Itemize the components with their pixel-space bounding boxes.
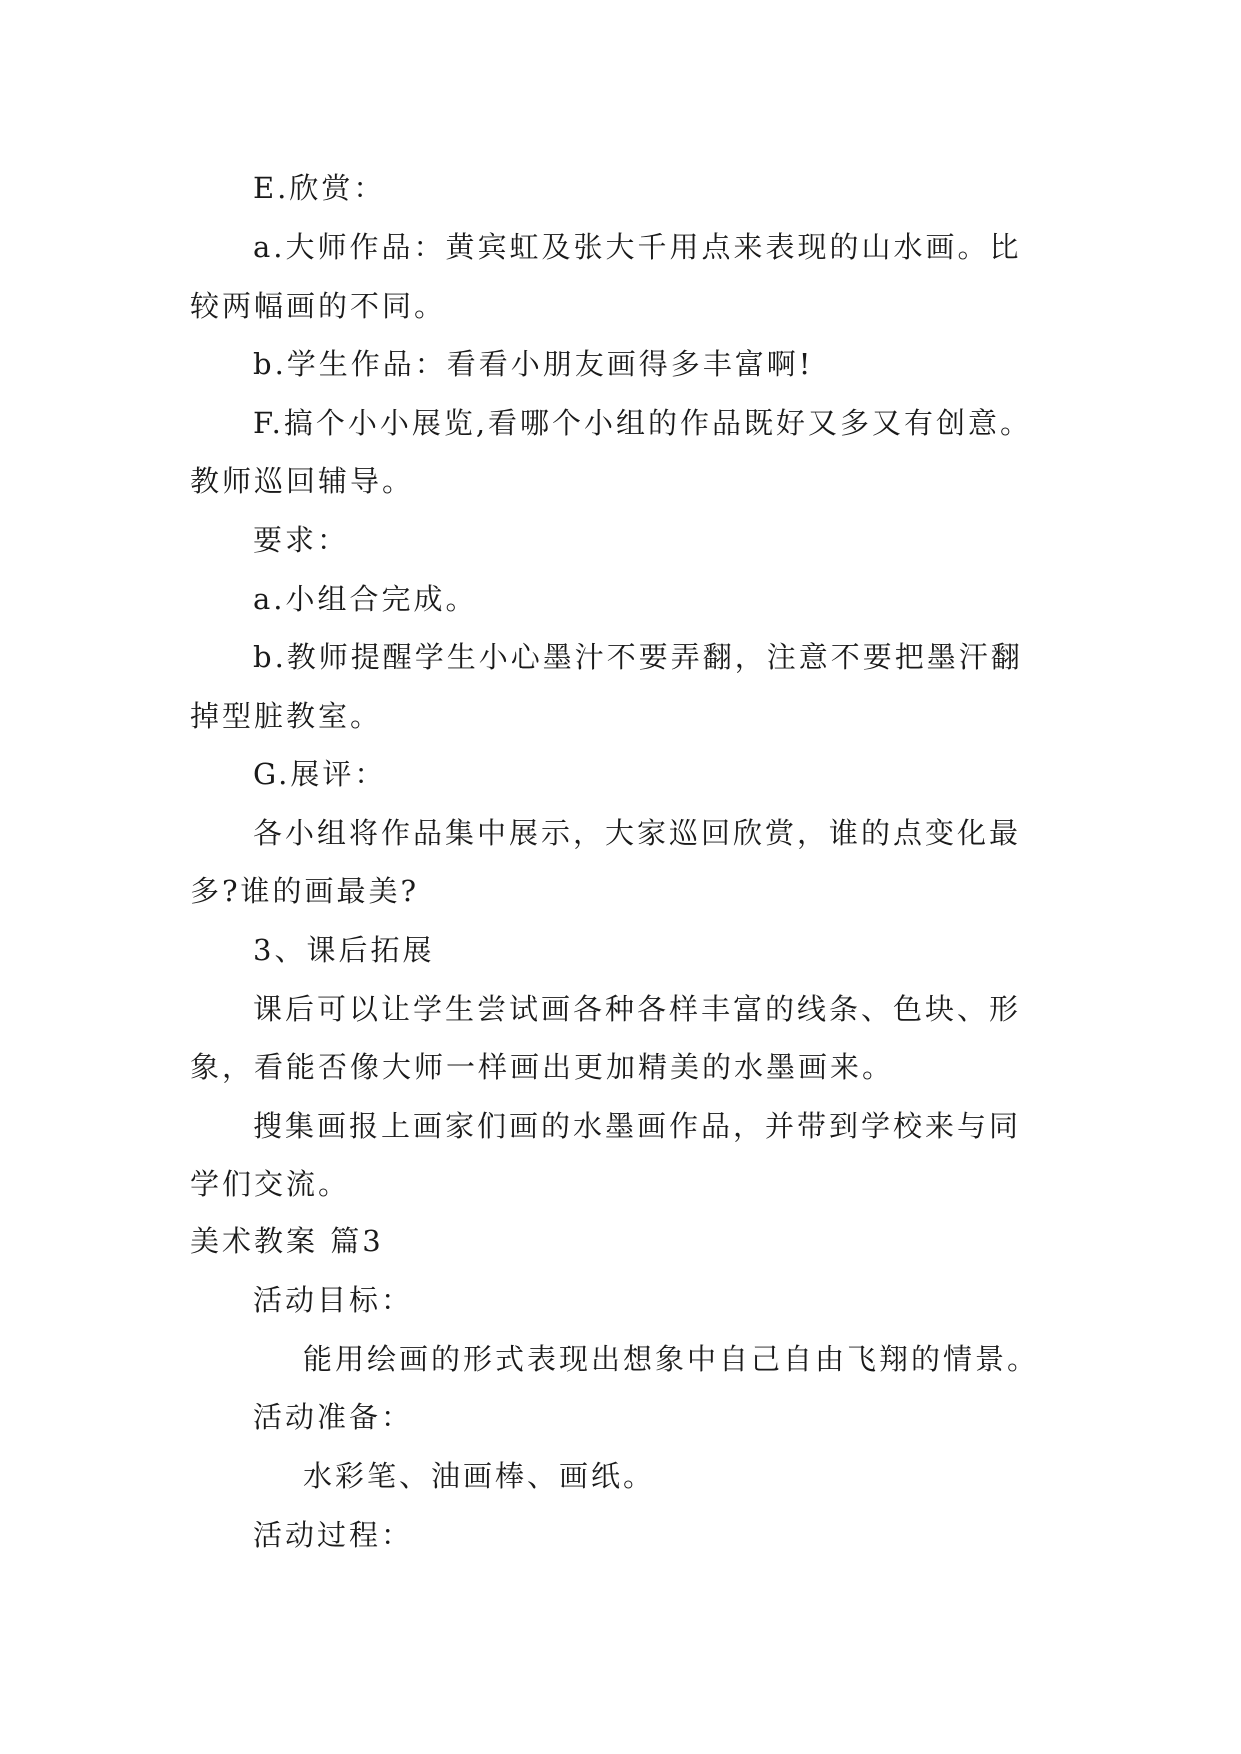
text-line: a.大师作品：黄宾虹及张大千用点来表现的山水画。比 bbox=[253, 230, 1022, 264]
section-heading: 3、课后拓展 bbox=[253, 933, 435, 967]
text-line: E.欣赏： bbox=[253, 171, 386, 205]
section-heading: 活动准备： bbox=[253, 1400, 414, 1434]
text-line: 水彩笔、油画棒、画纸。 bbox=[303, 1459, 656, 1493]
text-line: 搜集画报上画家们画的水墨画作品，并带到学校来与同 bbox=[253, 1109, 1022, 1143]
text-line: b.教师提醒学生小心墨汁不要弄翻，注意不要把墨汗翻 bbox=[253, 640, 1023, 674]
text-line: G.展评： bbox=[253, 757, 387, 791]
section-heading: 活动过程： bbox=[253, 1518, 414, 1552]
text-line: 要求： bbox=[253, 523, 350, 557]
text-line: 课后可以让学生尝试画各种各样丰富的线条、色块、形 bbox=[253, 992, 1022, 1026]
text-line: 掉型脏教室。 bbox=[190, 699, 383, 733]
text-line: 学们交流。 bbox=[190, 1167, 351, 1201]
text-line: a.小组合完成。 bbox=[253, 582, 478, 616]
text-line: 能用绘画的形式表现出想象中自己自由飞翔的情景。 bbox=[303, 1342, 1040, 1376]
text-line: 较两幅画的不同。 bbox=[190, 289, 447, 323]
text-line: 象，看能否像大师一样画出更加精美的水墨画来。 bbox=[190, 1050, 895, 1084]
text-line: 多?谁的画最美? bbox=[190, 874, 420, 908]
text-line: 各小组将作品集中展示，大家巡回欣赏，谁的点变化最 bbox=[253, 816, 1022, 850]
text-line: b.学生作品：看看小朋友画得多丰富啊! bbox=[253, 347, 814, 381]
section-heading: 活动目标： bbox=[253, 1283, 414, 1317]
document-heading: 美术教案 篇3 bbox=[190, 1224, 384, 1258]
text-line: 教师巡回辅导。 bbox=[190, 464, 415, 498]
text-line: F.搞个小小展览,看哪个小组的作品既好又多又有创意。 bbox=[253, 406, 1033, 440]
